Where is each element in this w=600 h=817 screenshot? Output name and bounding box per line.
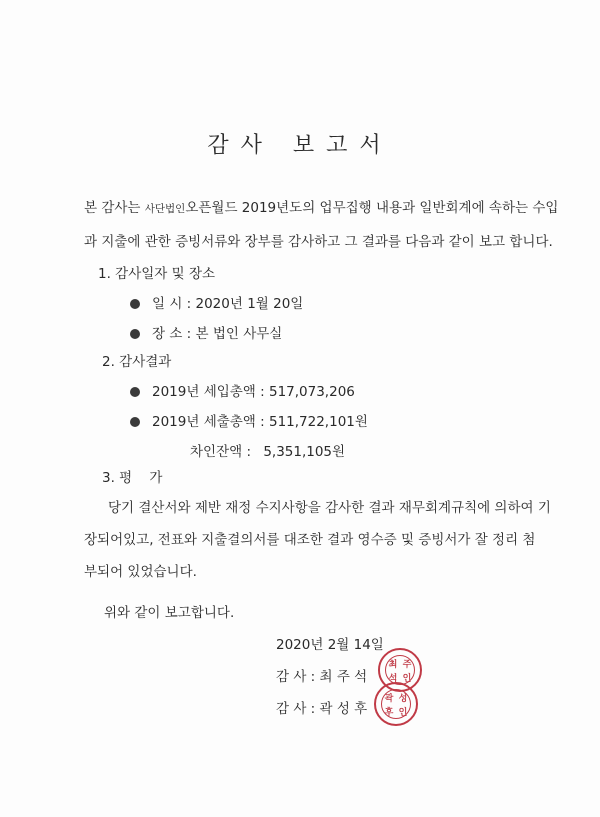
- eval-line-1: 당기 결산서와 제반 재정 수지사항을 감사한 결과 재무회계규칙에 의하여 기: [108, 500, 551, 516]
- intro-text-a: 본 감사는: [84, 200, 145, 216]
- eval-line-3: 부되어 있었습니다.: [84, 564, 197, 580]
- seal-char: 주: [402, 659, 412, 670]
- section1-heading: 1. 감사일자 및 장소: [98, 266, 216, 282]
- seal-char: 곽: [384, 693, 394, 704]
- intro-text-b: 오픈월드 2019년도의 업무집행 내용과 일반회계에 속하는 수입: [185, 200, 559, 216]
- balance-row: [190, 440, 345, 460]
- bullet-icon: [130, 417, 140, 427]
- document-title: 감사 보고서: [207, 133, 393, 158]
- place-item: [130, 322, 282, 342]
- seal-char: 후: [384, 707, 394, 718]
- seal-char: 인: [402, 673, 412, 684]
- balance-value: 5,351,105원: [263, 444, 346, 460]
- intro-line-1: [84, 196, 558, 216]
- seal-char: 최: [388, 659, 398, 670]
- expense-item: [130, 410, 368, 430]
- section3-heading: 3. 평 가: [102, 470, 163, 486]
- intro-text-small: 사단법인: [144, 203, 186, 215]
- seal-char: 성: [398, 693, 408, 704]
- income-item-text: 2019년 세입총액 : 517,073,206: [152, 384, 355, 400]
- date-item-text: 일 시 : 2020년 1월 20일: [152, 296, 304, 312]
- eval-line-2: 장되어있고, 전표와 지출결의서를 대조한 결과 영수증 및 증빙서가 잘 정리 첨: [84, 532, 536, 548]
- place-item-text: 장 소 : 본 법인 사무실: [152, 326, 283, 342]
- balance-label: 차인잔액 :: [190, 444, 252, 460]
- income-item: [130, 380, 355, 400]
- seal-2-inner: [381, 689, 411, 719]
- bullet-icon: [130, 387, 140, 397]
- seal-char: 인: [398, 707, 408, 718]
- auditor-1: 감 사 : 최 주 석: [276, 669, 368, 685]
- auditor-2: 감 사 : 곽 성 후: [276, 701, 368, 717]
- section2-heading: 2. 감사결과: [102, 354, 172, 370]
- expense-item-text: 2019년 세출총액 : 511,722,101원: [152, 414, 368, 430]
- auditor-2-seal-icon: [374, 682, 418, 726]
- seal-1-inner: [385, 655, 415, 685]
- intro-line-2: 과 지출에 관한 증빙서류와 장부를 감사하고 그 결과를 다음과 같이 보고 합니다.: [84, 234, 553, 250]
- bullet-icon: [130, 329, 140, 339]
- bullet-icon: [130, 299, 140, 309]
- report-date: 2020년 2월 14일: [276, 637, 384, 653]
- closing-text: 위와 같이 보고합니다.: [104, 605, 235, 621]
- date-item: [130, 292, 303, 312]
- seal-char: 석: [388, 673, 398, 684]
